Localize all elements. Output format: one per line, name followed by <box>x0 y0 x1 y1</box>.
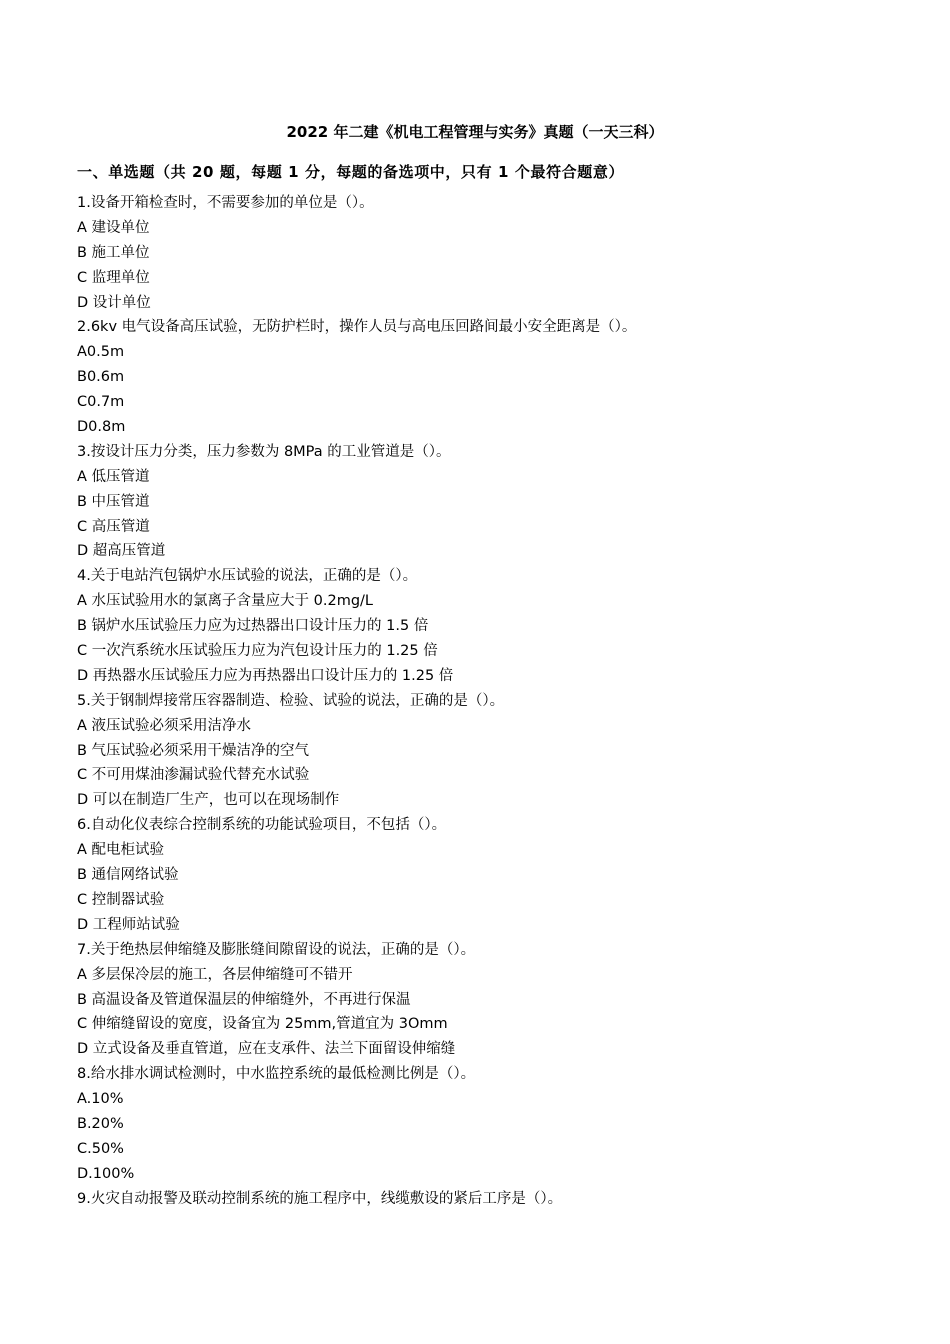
option-line: D 可以在制造厂生产，也可以在现场制作 <box>77 792 340 809</box>
option-line: A.10% <box>77 1091 124 1108</box>
option-line: B 通信网络试验 <box>77 867 179 884</box>
option-line: A0.5m <box>77 344 125 361</box>
option-line: A 配电柜试验 <box>77 842 165 859</box>
option-line: B 施工单位 <box>77 244 150 261</box>
option-line: B 气压试验必须采用干燥洁净的空气 <box>77 742 310 759</box>
option-line: A 低压管道 <box>77 468 150 485</box>
option-line: B 中压管道 <box>77 493 150 510</box>
option-line: B0.6m <box>77 369 125 386</box>
question-8: 8.给水排水调试检测时，中水监控系统的最低检测比例是（）。 <box>77 1066 476 1083</box>
option-line: D 立式设备及垂直管道，应在支承件、法兰下面留设伸缩缝 <box>77 1041 456 1058</box>
option-line: D 超高压管道 <box>77 543 166 560</box>
option-line: A 液压试验必须采用洁净水 <box>77 717 252 734</box>
option-line: D 设计单位 <box>77 294 151 311</box>
option-line: D 工程师站试验 <box>77 916 180 933</box>
option-line: D.100% <box>77 1165 135 1182</box>
document-title: 2022 年二建《机电工程管理与实务》真题（一天三科） <box>286 123 664 141</box>
question-2: 2.6kv 电气设备高压试验，无防护栏时，操作人员与高电压回路间最小安全距离是（）。 <box>77 319 637 336</box>
question-list <box>77 191 917 1212</box>
option-line: C 伸缩缝留设的宽度，设备宜为 25mm,管道宜为 3Omm <box>77 1016 448 1033</box>
option-line: C.50% <box>77 1140 124 1157</box>
option-line: C0.7m <box>77 394 125 411</box>
option-line: C 高压管道 <box>77 518 150 535</box>
question-9: 9.火灾自动报警及联动控制系统的施工程序中，线缆敷设的紧后工序是（）。 <box>77 1190 563 1207</box>
question-7: 7.关于绝热层伸缩缝及膨胀缝间隙留设的说法，正确的是（）。 <box>77 941 476 958</box>
option-line: D 再热器水压试验压力应为再热器出口设计压力的 1.25 倍 <box>77 667 454 684</box>
option-line: A 建设单位 <box>77 219 150 236</box>
option-line: A 多层保冷层的施工，各层伸缩缝可不错开 <box>77 966 353 983</box>
option-line: A 水压试验用水的氯离子含量应大于 0.2mg/L <box>77 593 373 610</box>
question-5: 5.关于钢制焊接常压容器制造、检验、试验的说法，正确的是（）。 <box>77 692 505 709</box>
section-heading: 一、单选题（共 20 题，每题 1 分，每题的备选项中，只有 1 个最符合题意） <box>77 163 625 181</box>
option-line: C 不可用煤油渗漏试验代替充水试验 <box>77 767 310 784</box>
option-line: C 控制器试验 <box>77 891 165 908</box>
option-line: B.20% <box>77 1115 124 1132</box>
option-line: C 监理单位 <box>77 269 150 286</box>
option-line: C 一次汽系统水压试验压力应为汽包设计压力的 1.25 倍 <box>77 643 438 660</box>
question-1: 1.设备开箱检查时，不需要参加的单位是（）。 <box>77 195 374 211</box>
question-6: 6.自动化仪表综合控制系统的功能试验项目，不包括（）。 <box>77 817 447 834</box>
option-line: D0.8m <box>77 419 126 436</box>
question-3: 3.按设计压力分类，压力参数为 8MPa 的工业管道是（）。 <box>77 443 451 460</box>
question-4: 4.关于电站汽包锅炉水压试验的说法，正确的是（）。 <box>77 568 418 585</box>
option-line: B 高温设备及管道保温层的伸缩缝外，不再进行保温 <box>77 991 411 1008</box>
option-line: B 锅炉水压试验压力应为过热器出口设计压力的 1.5 倍 <box>77 618 429 635</box>
